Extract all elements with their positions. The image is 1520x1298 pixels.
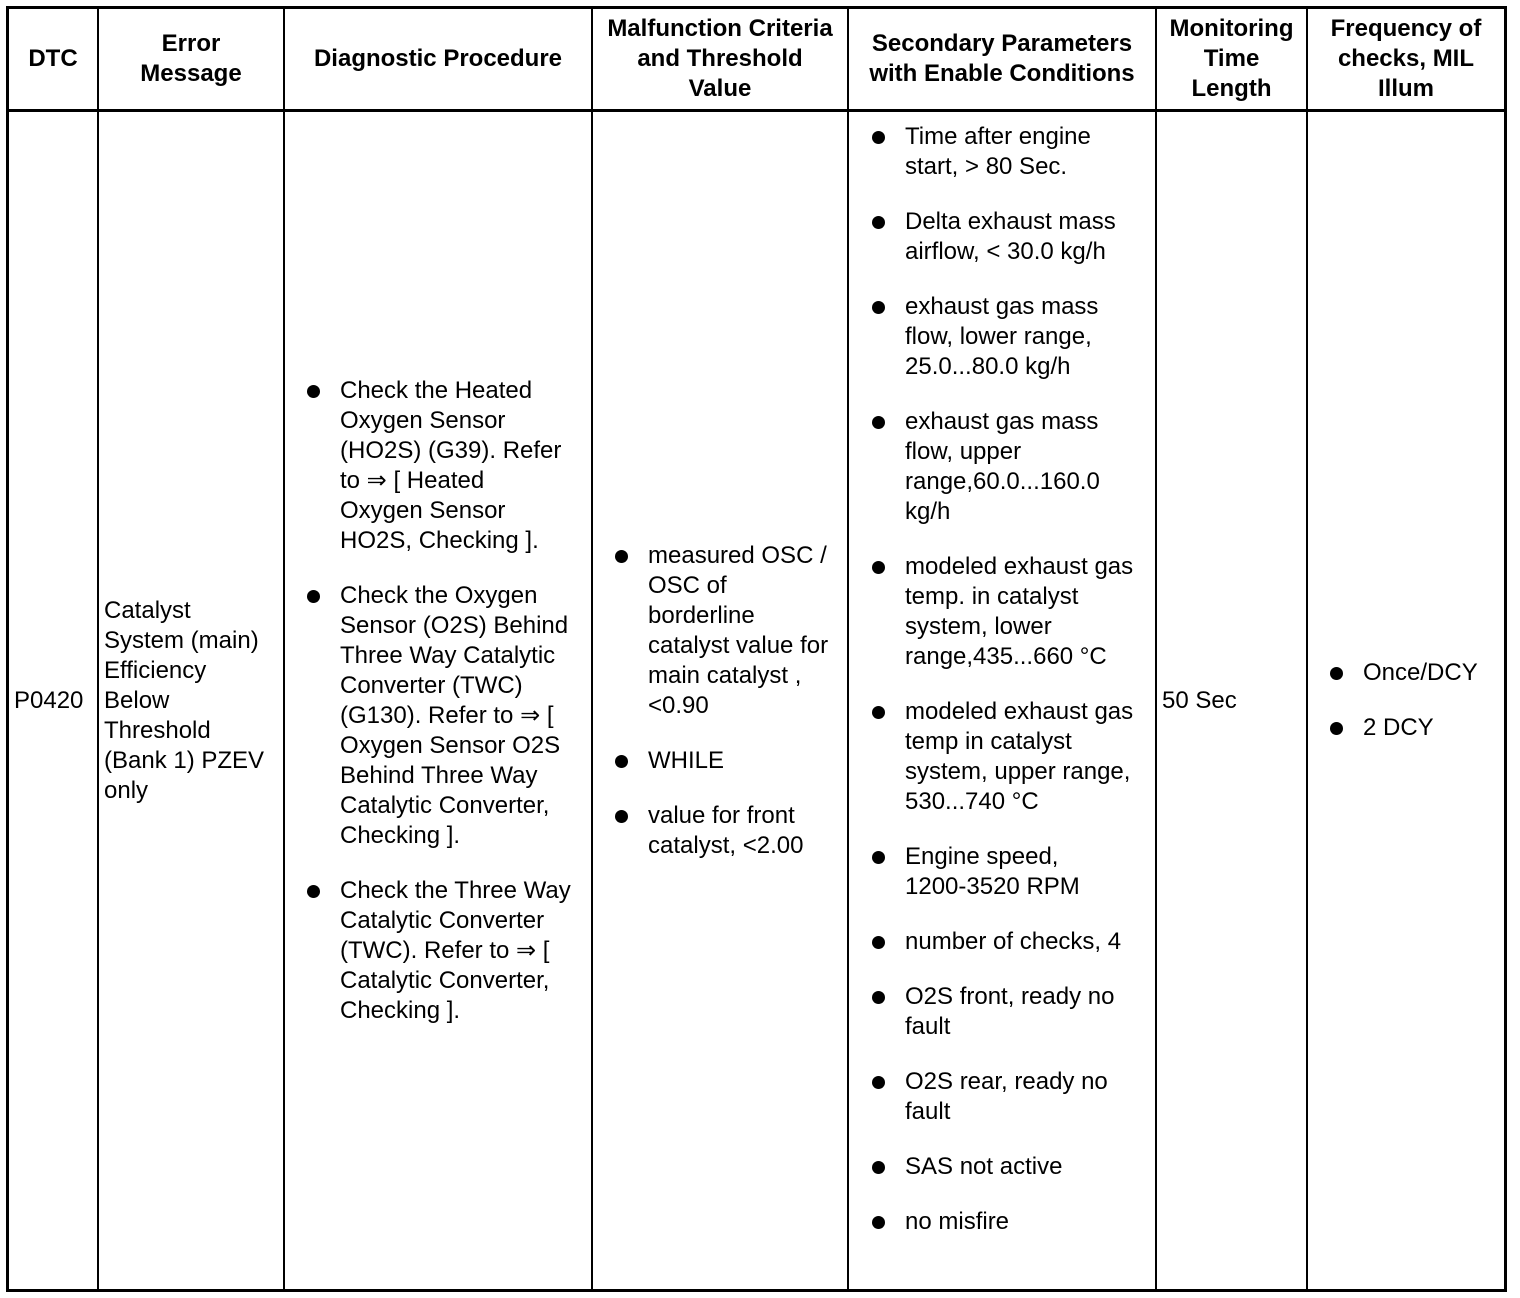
list-item: Once/DCY: [1328, 658, 1478, 688]
list-item: exhaust gas mass flow, lower range, 25.0...80.0 kg/h: [870, 292, 1133, 382]
cell-error-message: Catalyst System (main) Efficiency Below Threshold (Bank 1) PZEV only: [104, 596, 265, 804]
list-item: Delta exhaust mass airflow, < 30.0 kg/h: [870, 207, 1133, 267]
list-item: number of checks, 4: [870, 927, 1133, 957]
list-item: value for front catalyst, <2.00: [613, 801, 828, 861]
list-item: modeled exhaust gas temp. in catalyst system, lower range,435...660 °C: [870, 552, 1133, 672]
list-item: Check the Heated Oxygen Sensor (HO2S) (G39). Refer to ⇒ [ Heated Oxygen Sensor HO2S, Checking ].: [305, 376, 571, 556]
header-diagnostic-procedure: Diagnostic Procedure: [313, 45, 563, 72]
header-dtc: DTC: [28, 45, 78, 72]
header-monitoring-time: Monitoring Time Length: [1169, 15, 1294, 102]
header-malfunction-criteria: Malfunction Criteria and Threshold Value: [607, 15, 833, 102]
list-item: SAS not active: [870, 1152, 1133, 1182]
malfunction-criteria-list: [613, 541, 828, 861]
list-item: Time after engine start, > 80 Sec.: [870, 122, 1133, 182]
list-item: O2S front, ready no fault: [870, 982, 1133, 1042]
list-item: O2S rear, ready no fault: [870, 1067, 1133, 1127]
secondary-parameters-list: [870, 122, 1133, 1237]
header-secondary-parameters: Secondary Parameters with Enable Conditions: [869, 30, 1135, 87]
list-item: no misfire: [870, 1207, 1133, 1237]
cell-monitoring-time: 50 Sec: [1162, 686, 1237, 714]
cell-dtc: P0420: [14, 686, 84, 714]
list-item: modeled exhaust gas temp in catalyst system, upper range, 530...740 °C: [870, 697, 1133, 817]
list-item: Check the Oxygen Sensor (O2S) Behind Three Way Catalytic Converter (TWC) (G130). Refer to ⇒ [ Oxygen Sensor O2S Behind Three Way Catalytic Converter, Checking ].: [305, 581, 571, 851]
list-item: 2 DCY: [1328, 713, 1478, 743]
frequency-list: [1328, 658, 1478, 743]
list-item: Engine speed, 1200-3520 RPM: [870, 842, 1133, 902]
cell-malfunction-criteria: [593, 112, 847, 1289]
list-item: Check the Three Way Catalytic Converter (TWC). Refer to ⇒ [ Catalytic Converter, Checking ].: [305, 876, 571, 1026]
list-item: WHILE: [613, 746, 828, 776]
dtc-table: [6, 6, 1507, 1292]
list-item: measured OSC / OSC of borderline catalyst value for main catalyst , <0.90: [613, 541, 828, 721]
header-frequency: Frequency of checks, MIL Illum: [1330, 15, 1482, 102]
cell-secondary-parameters: [849, 112, 1155, 1289]
header-error-message: Error Message: [140, 30, 242, 87]
diagnostic-procedure-list: [305, 376, 571, 1026]
cell-frequency: [1308, 112, 1504, 1289]
cell-diagnostic-procedure: [285, 112, 591, 1289]
list-item: exhaust gas mass flow, upper range,60.0...160.0 kg/h: [870, 407, 1133, 527]
